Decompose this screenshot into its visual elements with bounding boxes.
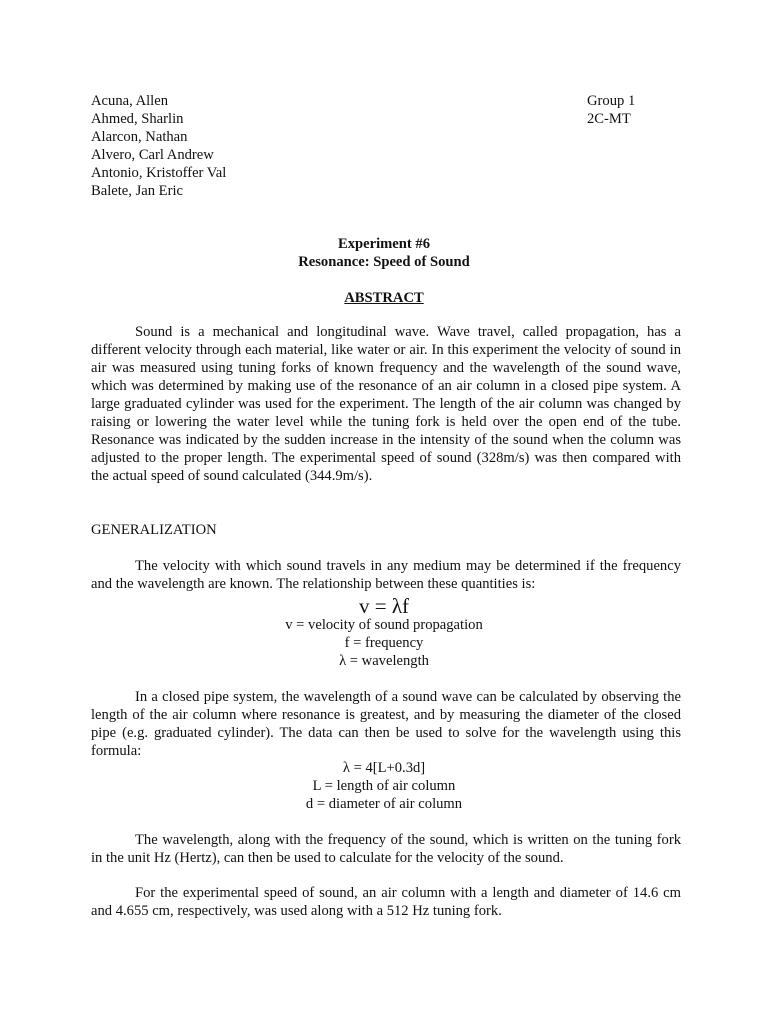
experiment-title: Resonance: Speed of Sound — [298, 254, 470, 270]
author-name: Antonio, Kristoffer Val — [91, 165, 227, 181]
group-section: 2C-MT — [587, 111, 631, 127]
experiment-title-block — [0, 235, 768, 271]
experimental-paragraph — [91, 884, 681, 920]
velocity-formula: v = λf — [358, 594, 410, 618]
abstract-text: Sound is a mechanical and longitudinal wave. Wave travel, called propagation, has a different velocity through each material, like water or air. In this experiment the velocity of sound in air was measured using tuning forks of known frequency and the wavelength of the sound wave, which was determined by making use of the resonance of an air column in a closed pipe system. A large graduated cylinder was used for the experiment. The length of the air column was changed by raising or lowering the water level while the tuning fork is held over the open end of the tube. Resonance was indicated by the sudden increase in the intensity of the sound when the column was adjusted to the proper length. The experimental speed of sound (328m/s) was then compared with the actual speed of sound calculated (344.9m/s). — [91, 324, 681, 484]
generalization-intro-text: The velocity with which sound travels in any medium may be determined if the frequency and the wavelength are known. The relationship between these quantities is: — [91, 558, 681, 592]
abstract-paragraph — [91, 323, 681, 485]
author-name: Alvero, Carl Andrew — [91, 147, 214, 163]
abstract-heading: ABSTRACT — [344, 290, 424, 306]
definition-line: v = velocity of sound propagation — [285, 617, 483, 633]
velocity-definitions — [0, 616, 768, 670]
definition-line: f = frequency — [344, 635, 424, 651]
velocity-text: The wavelength, along with the frequency of the sound, which is written on the tuning fork in the unit Hz (Hertz), can then be used to calculate for the velocity of the sound. — [91, 832, 681, 866]
wavelength-formula-block — [0, 759, 768, 813]
definition-line: λ = wavelength — [339, 653, 429, 669]
experiment-number: Experiment #6 — [337, 236, 430, 252]
generalization-intro-paragraph — [91, 557, 681, 593]
experimental-text: For the experimental speed of sound, an air column with a length and diameter of 14.6 cm and 4.655 cm, respectively, was used along with a 512 Hz tuning fork. — [91, 885, 681, 919]
closed-pipe-paragraph — [91, 688, 681, 760]
author-list — [91, 92, 226, 200]
definition-line: L = length of air column — [312, 778, 456, 794]
author-name: Balete, Jan Eric — [91, 183, 183, 199]
group-name: Group 1 — [587, 93, 636, 109]
author-name: Acuna, Allen — [91, 93, 169, 109]
generalization-heading: GENERALIZATION — [91, 522, 217, 538]
wavelength-formula: λ = 4[L+0.3d] — [342, 760, 426, 776]
author-name: Ahmed, Sharlin — [91, 111, 184, 127]
author-name: Alarcon, Nathan — [91, 129, 188, 145]
definition-line: d = diameter of air column — [305, 796, 463, 812]
group-info — [587, 92, 635, 128]
closed-pipe-text: In a closed pipe system, the wavelength of a sound wave can be calculated by observing the length of the air column where resonance is greatest, and by measuring the diameter of the closed pipe (e.g. graduated cylinder). The data can then be used to solve for the wavelength using this formula: — [91, 689, 681, 759]
velocity-paragraph — [91, 831, 681, 867]
